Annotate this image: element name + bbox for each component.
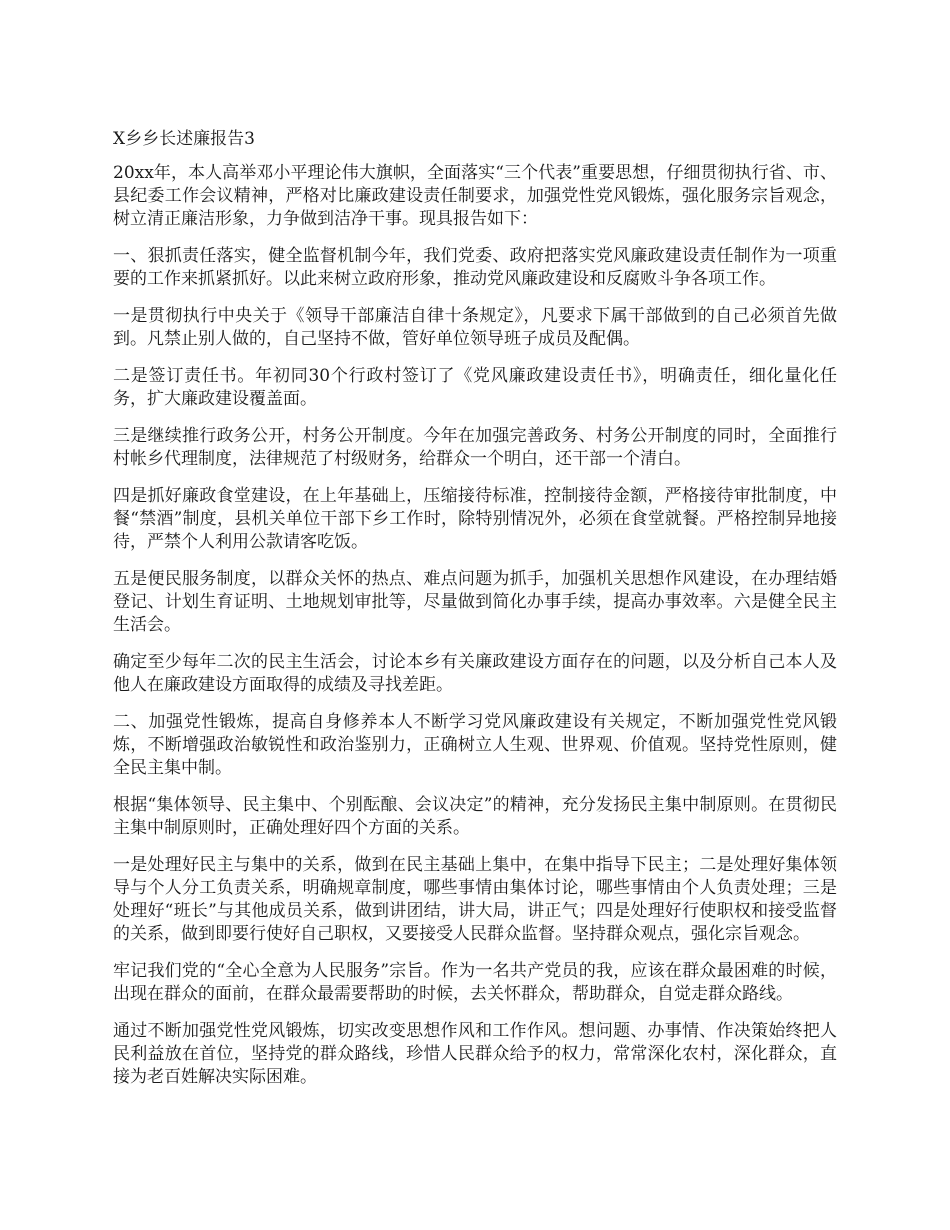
paragraph-democratic-life: 确定至少每年二次的民主生活会，讨论本乡有关廉政建设方面存在的问题，以及分析自己本人及他人在廉政建设方面取得的成绩及寻找差距。 [113,652,837,695]
paragraph-serve-people: 牢记我们党的“全心全意为人民服务”宗旨。作为一名共产党员的我，应该在群众最困难的时候，出现在群众的面前，在群众最需要帮助的时候，去关怀群众，帮助群众，自觉走群众路线。 [113,961,837,1004]
paragraph-item-3: 三是继续推行政务公开，村务公开制度。今年在加强完善政务、村务公开制度的同时，全面推行村帐乡代理制度，法律规范了村级财务，给群众一个明白，还干部一个清白。 [113,426,837,469]
document-page [113,127,837,1103]
paragraph-four-relations: 一是处理好民主与集中的关系，做到在民主基础上集中，在集中指导下民主；二是处理好集体领导与个人分工负责关系，明确规章制度，哪些事情由集体讨论，哪些事情由个人负责处理；三是处理好“班长”与其他成员关系，做到讲团结，讲大局，讲正气；四是处理好行使职权和接受监督的关系，做到即要行使好自己职权，又要接受人民群众监督。坚持群众观点，强化宗旨观念。 [113,855,837,944]
paragraph-item-1: 一是贯彻执行中央关于《领导干部廉洁自律十条规定》，凡要求下属干部做到的自己必须首先做到。凡禁止别人做的，自己坚持不做，管好单位领导班子成员及配偶。 [113,306,837,349]
paragraph-item-4: 四是抓好廉政食堂建设，在上年基础上，压缩接待标准，控制接待金额，严格接待审批制度，中餐“禁酒”制度，县机关单位干部下乡工作时，除特别情况外，必须在食堂就餐。严格控制异地接待，严禁个人利用公款请客吃饭。 [113,486,837,552]
paragraph-item-2: 二是签订责任书。年初同30个行政村签订了《党风廉政建设责任书》，明确责任，细化量化任务，扩大廉政建设覆盖面。 [113,366,837,409]
paragraph-section-2: 二、加强党性锻炼，提高自身修养本人不断学习党风廉政建设有关规定，不断加强党性党风锻炼，不断增强政治敏锐性和政治鉴别力，正确树立人生观、世界观、价值观。坚持党性原则，健全民主集中制。 [113,712,837,778]
paragraph-item-5: 五是便民服务制度，以群众关怀的热点、难点问题为抓手，加强机关思想作风建设，在办理结婚登记、计划生育证明、土地规划审批等，尽量做到简化办事手续，提高办事效率。六是健全民主生活会。 [113,569,837,635]
paragraph-centralism: 根据“集体领导、民主集中、个别酝酿、会议决定”的精神，充分发扬民主集中制原则。在贯彻民主集中制原则时，正确处理好四个方面的关系。 [113,795,837,838]
paragraph-section-1: 一、狠抓责任落实，健全监督机制今年，我们党委、政府把落实党风廉政建设责任制作为一项重要的工作来抓紧抓好。以此来树立政府形象，推动党风廉政建设和反腐败斗争各项工作。 [113,246,837,289]
paragraph-conclusion: 通过不断加强党性党风锻炼，切实改变思想作风和工作作风。想问题、办事情、作决策始终把人民利益放在首位，坚持党的群众路线，珍惜人民群众给予的权力，常常深化农村，深化群众，直接为老百姓解决实际困难。 [113,1021,837,1087]
paragraph-intro: 20xx年，本人高举邓小平理论伟大旗帜，全面落实“三个代表”重要思想，仔细贯彻执行省、市、县纪委工作会议精神，严格对比廉政建设责任制要求，加强党性党风锻炼，强化服务宗旨观念，树立清正廉洁形象，力争做到洁净干事。现具报告如下： [113,163,837,229]
document-title: X乡乡长述廉报告3 [113,129,255,149]
